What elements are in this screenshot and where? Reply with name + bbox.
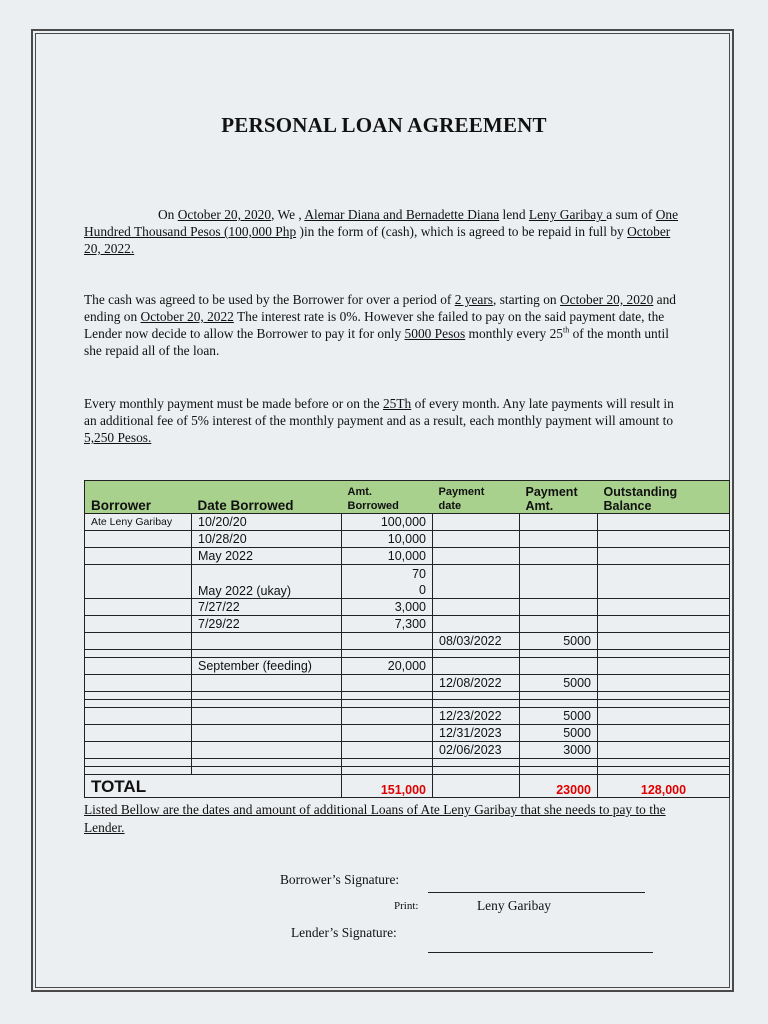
p1-intro: On <box>158 207 178 222</box>
cell-borrower <box>85 531 192 548</box>
cell-borrower <box>85 616 192 633</box>
cell-date <box>192 708 342 725</box>
loan-table <box>84 480 730 798</box>
cell-amt: 10,000 <box>342 548 433 565</box>
p3-amount: 5,250 Pesos. <box>84 430 152 445</box>
cell-date <box>192 725 342 742</box>
cell-pdate <box>433 565 520 599</box>
cell-date: May 2022 (ukay) <box>192 565 342 599</box>
cell-bal <box>598 742 730 759</box>
p1-text-2: lend <box>499 207 529 222</box>
total-amt-borrowed: 151,000 <box>342 775 433 798</box>
p1-lenders: Alemar Diana and Bernadette Diana <box>304 207 500 222</box>
cell-bal <box>598 599 730 616</box>
cell-bal <box>598 633 730 650</box>
cell-bal <box>598 565 730 599</box>
cell-bal <box>598 708 730 725</box>
cell-bal <box>598 548 730 565</box>
cell-amt <box>342 675 433 692</box>
table-row <box>85 725 730 742</box>
lender-signature-label: Lender’s Signature: <box>291 925 397 940</box>
borrower-signature-label: Borrower’s Signature: <box>280 872 400 887</box>
cell-pdate <box>433 599 520 616</box>
p2-text-1: The cash was agreed to be used by the Borrower for over a period of <box>84 292 455 307</box>
cell-amt: 7,300 <box>342 616 433 633</box>
cell-borrower <box>85 633 192 650</box>
table-row-spacer <box>85 700 730 708</box>
p2-text-4: The interest rate is 0%. However she failed to pay on the said payment date, the Lender now decide to allow the Borrower to pay it for only <box>84 309 665 341</box>
cell-amt: 3,000 <box>342 599 433 616</box>
cell-bal <box>598 514 730 531</box>
cell-pdate: 12/31/2023 <box>433 725 520 742</box>
cell-date <box>192 742 342 759</box>
cell-date: 10/28/20 <box>192 531 342 548</box>
cell-bal <box>598 616 730 633</box>
cell-date <box>192 633 342 650</box>
p2-start: October 20, 2020 <box>559 292 654 307</box>
document-title: PERSONAL LOAN AGREEMENT <box>221 113 547 137</box>
p2-text-2: , starting on <box>493 292 560 307</box>
cell-pamt: 5000 <box>520 633 598 650</box>
total-label: TOTAL <box>85 775 192 798</box>
paragraph-late-fee <box>84 395 684 446</box>
cell-date: 10/20/20 <box>192 514 342 531</box>
cell-pamt <box>520 658 598 675</box>
print-label: Print: <box>394 900 419 912</box>
p2-end: October 20, 2022 <box>140 309 234 324</box>
table-row <box>85 633 730 650</box>
borrower-signature-line <box>428 892 645 893</box>
table-row <box>85 742 730 759</box>
cell-pdate: 12/08/2022 <box>433 675 520 692</box>
cell-amt: 100,000 <box>342 514 433 531</box>
cell-borrower <box>85 548 192 565</box>
cell-pdate: 02/06/2023 <box>433 742 520 759</box>
cell-date <box>192 675 342 692</box>
cell-pamt <box>520 531 598 548</box>
table-row-spacer <box>85 692 730 700</box>
p1-date-end: October 20, 2022. <box>84 224 671 256</box>
table-total-row <box>85 775 730 798</box>
cell-borrower: Ate Leny Garibay <box>85 514 192 531</box>
table-row <box>85 599 730 616</box>
cell-pamt <box>520 514 598 531</box>
paragraph-repayment <box>84 291 684 359</box>
cell-amt <box>342 742 433 759</box>
table-row-spacer <box>85 650 730 658</box>
cell-borrower <box>85 742 192 759</box>
cell-pamt: 3000 <box>520 742 598 759</box>
cell-pamt <box>520 616 598 633</box>
cell-pdate <box>433 531 520 548</box>
table-row <box>85 616 730 633</box>
table-row <box>85 565 730 599</box>
header-outstanding: Outstanding Balance <box>598 481 730 514</box>
cell-amt: 20,000 <box>342 658 433 675</box>
additional-loans-note: Listed Bellow are the dates and amount of additional Loans of Ate Leny Garibay that she needs to pay to the Lender. <box>84 802 666 835</box>
p3-text-2: of every month. Any late payments will result in an additional fee of 5% interest of the monthly payment and as a result, each monthly payment will amount to <box>84 396 674 428</box>
cell-pdate <box>433 514 520 531</box>
table-row-spacer <box>85 767 730 775</box>
cell-pamt: 5000 <box>520 675 598 692</box>
table-row <box>85 658 730 675</box>
table-row <box>85 708 730 725</box>
table-row <box>85 531 730 548</box>
p1-date-start: October 20, 2020 <box>177 207 272 222</box>
cell-pdate <box>433 616 520 633</box>
cell-date: September (feeding) <box>192 658 342 675</box>
cell-date: 7/29/22 <box>192 616 342 633</box>
p3-text-1: Every monthly payment must be made before or on the <box>84 396 383 411</box>
header-borrower: Borrower <box>85 481 192 514</box>
cell-borrower <box>85 565 192 599</box>
p3-day: 25Th <box>382 396 412 411</box>
lender-signature-line <box>428 952 653 953</box>
cell-date: May 2022 <box>192 548 342 565</box>
p2-monthly: 5000 Pesos <box>404 326 466 341</box>
cell-bal <box>598 675 730 692</box>
table-row <box>85 675 730 692</box>
cell-borrower <box>85 725 192 742</box>
p2-text-3: and ending on <box>84 292 676 324</box>
cell-pamt: 5000 <box>520 725 598 742</box>
cell-amt <box>342 725 433 742</box>
header-payment-amt: Payment Amt. <box>520 481 598 514</box>
cell-pamt: 5000 <box>520 708 598 725</box>
cell-amt <box>342 633 433 650</box>
cell-pamt <box>520 548 598 565</box>
header-payment-date: Payment date <box>433 481 520 514</box>
paragraph-loan-terms <box>84 206 684 257</box>
cell-amt <box>342 708 433 725</box>
cell-amt: 10,000 <box>342 531 433 548</box>
table-row <box>85 514 730 531</box>
table-row <box>85 548 730 565</box>
cell-borrower <box>85 599 192 616</box>
table-header-row <box>85 481 730 514</box>
cell-pamt <box>520 599 598 616</box>
header-date-borrowed: Date Borrowed <box>192 481 342 514</box>
cell-pdate <box>433 548 520 565</box>
cell-pdate: 12/23/2022 <box>433 708 520 725</box>
cell-bal <box>598 531 730 548</box>
p1-borrower: Leny Garibay <box>528 207 607 222</box>
total-empty <box>192 775 342 798</box>
total-payment-amt: 23000 <box>520 775 598 798</box>
p2-sup: th <box>563 325 570 335</box>
cell-pdate <box>433 658 520 675</box>
p1-text-1: , We , <box>271 207 305 222</box>
cell-bal <box>598 725 730 742</box>
cell-bal <box>598 658 730 675</box>
cell-borrower <box>85 675 192 692</box>
cell-date: 7/27/22 <box>192 599 342 616</box>
print-name: Leny Garibay <box>477 898 551 913</box>
cell-borrower <box>85 708 192 725</box>
total-pdate <box>433 775 520 798</box>
p1-text-3: a sum of <box>606 207 656 222</box>
p2-period: 2 years <box>454 292 494 307</box>
p2-text-5: monthly every 25 <box>465 326 563 341</box>
header-amt-borrowed: Amt. Borrowed <box>342 481 433 514</box>
cell-pamt <box>520 565 598 599</box>
cell-pdate: 08/03/2022 <box>433 633 520 650</box>
p2-text-6: of the month until she repaid all of the loan. <box>84 326 669 358</box>
p1-text-4: )in the form of (cash), which is agreed to be repaid in full by <box>296 224 628 239</box>
table-row-spacer <box>85 759 730 767</box>
total-outstanding: 128,000 <box>598 775 730 798</box>
cell-amt: 70 0 <box>342 565 433 599</box>
p1-amount: One Hundred Thousand Pesos (100,000 Php <box>84 207 679 239</box>
cell-borrower <box>85 658 192 675</box>
